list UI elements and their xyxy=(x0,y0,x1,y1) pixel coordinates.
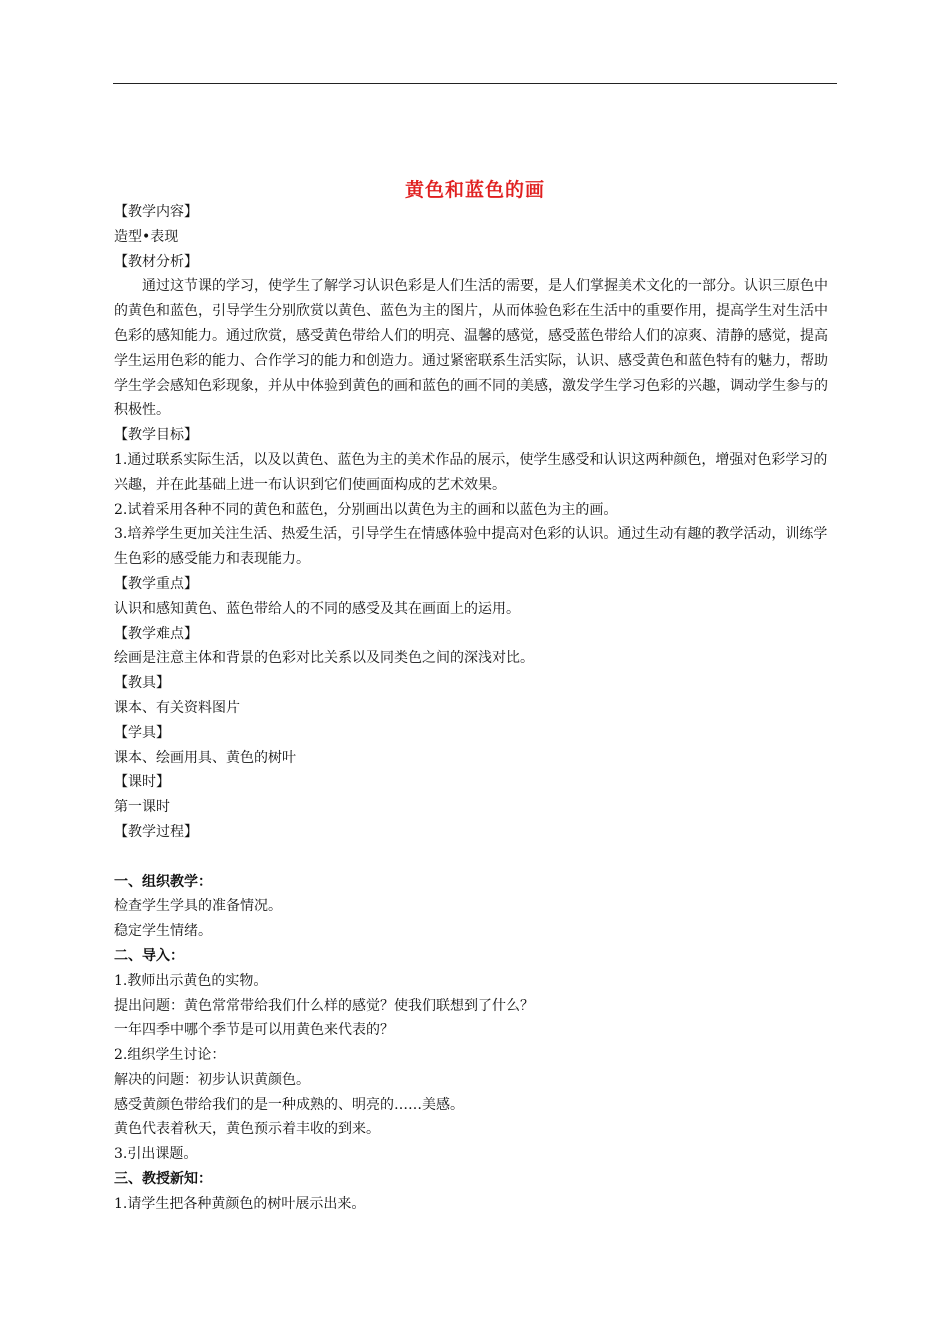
content-heading: 【教学内容】 xyxy=(114,204,198,220)
goal-item-1: 1.通过联系实际生活，以及以黄色、蓝色为主的美术作品的展示，使学生感受和认识这两种颜色，增强对色彩学习的兴趣，并在此基础上进一布认识到它们使画面构成的艺术效果。 xyxy=(114,451,828,493)
tools-heading: 【教具】 xyxy=(114,675,170,692)
step2-line: 1.教师出示黄色的实物。 xyxy=(114,972,268,989)
difficulty-text: 绘画是注意主体和背景的色彩对比关系以及同类色之间的深浅对比。 xyxy=(114,650,534,667)
step1-heading: 一、组织教学： xyxy=(114,873,212,890)
goal-item-3: 3.培养学生更加关注生活、热爱生活，引导学生在情感体验中提高对色彩的认识。通过生动有趣的教学活动，训练学生色彩的感受能力和表现能力。 xyxy=(114,526,828,568)
step1-line: 稳定学生情绪。 xyxy=(114,923,212,940)
step2-line: 解决的问题：初步认识黄颜色。 xyxy=(114,1071,310,1088)
document-body xyxy=(114,200,839,1217)
student-tools-heading: 【学具】 xyxy=(114,724,170,741)
header-rule xyxy=(113,83,837,84)
process-heading: 【教学过程】 xyxy=(114,823,198,840)
step2-line: 一年四季中哪个季节是可以用黄色来代表的？ xyxy=(114,1022,394,1039)
content-text: 造型•表现 xyxy=(114,228,179,245)
key-heading: 【教学重点】 xyxy=(114,575,198,592)
step1-line: 检查学生学具的准备情况。 xyxy=(114,898,282,915)
step2-line: 黄色代表着秋天，黄色预示着丰收的到来。 xyxy=(114,1121,380,1138)
step3-heading: 三、教授新知： xyxy=(114,1171,212,1188)
spacer xyxy=(114,845,839,870)
step2-line: 2.组织学生讨论： xyxy=(114,1047,226,1064)
difficulty-heading: 【教学难点】 xyxy=(114,625,198,642)
tools-text: 课本、有关资料图片 xyxy=(114,699,240,716)
step2-line: 感受黄颜色带给我们的是一种成熟的、明亮的……美感。 xyxy=(114,1096,464,1113)
analysis-heading: 【教材分析】 xyxy=(114,253,198,270)
step2-line: 提出问题：黄色常常带给我们什么样的感觉？使我们联想到了什么？ xyxy=(114,997,534,1014)
period-heading: 【课时】 xyxy=(114,774,170,791)
analysis-paragraph: 通过这节课的学习，使学生了解学习认识色彩是人们生活的需要，是人们掌握美术文化的一部分。认识三原色中的黄色和蓝色，引导学生分别欣赏以黄色、蓝色为主的图片，从而体验色彩在生活中的重要作用，提高学生对生活中色彩的感知能力。通过欣赏，感受黄色带给人们的明亮、温馨的感觉，感受蓝色带给人们的凉爽、清静的感觉，提高学生运用色彩的能力、合作学习的能力和创造力。通过紧密联系生活实际，认识、感受黄色和蓝色特有的魅力，帮助学生学会感知色彩现象，并从中体验到黄色的画和蓝色的画不同的美感，激发学生学习色彩的兴趣，调动学生参与的积极性。 xyxy=(114,278,828,419)
key-text: 认识和感知黄色、蓝色带给人的不同的感受及其在画面上的运用。 xyxy=(114,600,520,617)
step3-line: 1.请学生把各种黄颜色的树叶展示出来。 xyxy=(114,1195,366,1212)
step2-heading: 二、导入： xyxy=(114,947,184,964)
step2-line: 3.引出课题。 xyxy=(114,1146,198,1163)
goals-heading: 【教学目标】 xyxy=(114,427,198,444)
student-tools-text: 课本、绘画用具、黄色的树叶 xyxy=(114,749,296,766)
document-title: 黄色和蓝色的画 xyxy=(404,179,545,201)
period-text: 第一课时 xyxy=(114,799,170,816)
goal-item-2: 2.试着采用各种不同的黄色和蓝色，分别画出以黄色为主的画和以蓝色为主的画。 xyxy=(114,501,618,518)
